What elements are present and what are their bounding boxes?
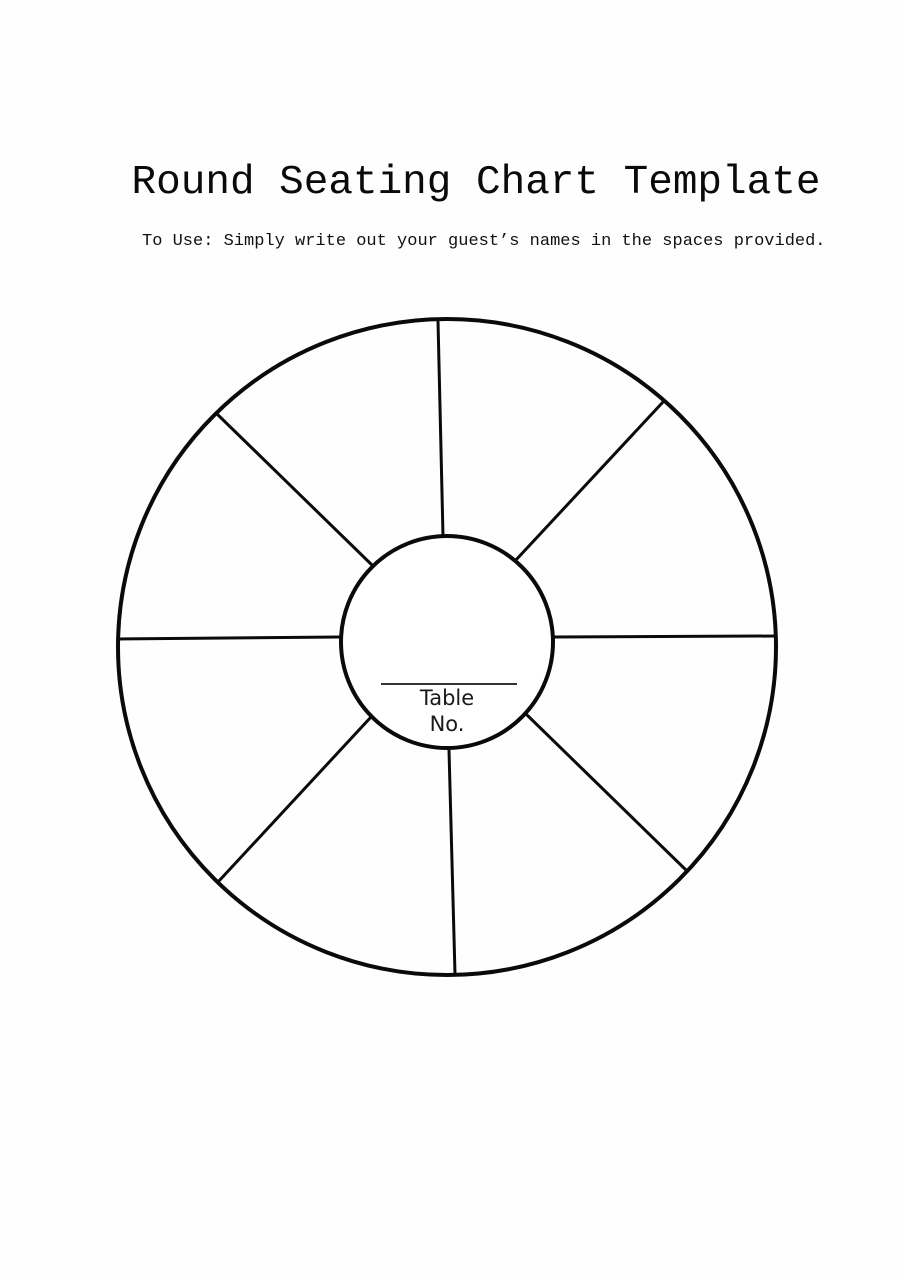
seat-divider-bottom-left	[218, 717, 371, 882]
seat-divider-bottom	[449, 750, 455, 974]
seat-divider-top-left	[216, 413, 373, 566]
seat-divider-right	[553, 636, 776, 637]
instructions-text: To Use: Simply write out your guest’s names in the spaces provided.	[142, 232, 826, 251]
seat-divider-bottom-right	[526, 714, 687, 871]
page-title: Round Seating Chart Template	[131, 160, 821, 206]
seat-divider-left	[118, 637, 340, 639]
table-label-line1: Table	[419, 686, 475, 710]
seat-divider-top	[438, 321, 443, 536]
seat-divider-top-right	[515, 402, 663, 561]
table-label-line2: No.	[429, 712, 465, 736]
